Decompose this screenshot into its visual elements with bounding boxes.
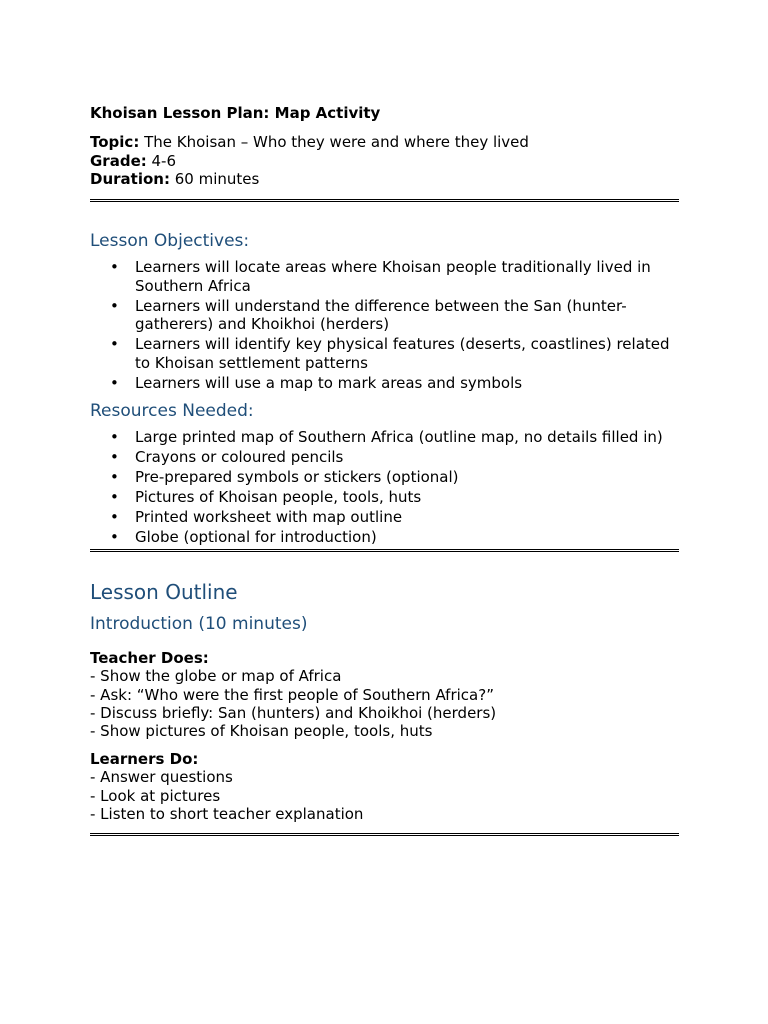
list-item-text: Globe (optional for introduction) <box>135 528 377 547</box>
list-item-text: Learners will locate areas where Khoisan people traditionally lived in Southern Africa <box>135 258 651 295</box>
list-item-text: Large printed map of Southern Africa (outline map, no details filled in) <box>135 428 663 446</box>
grade-label: Grade: <box>90 151 147 170</box>
list-item-text: Pre-prepared symbols or stickers (optional) <box>135 468 459 487</box>
duration-line <box>90 170 529 189</box>
list-item-text: Pictures of Khoisan people, tools, huts <box>135 488 422 507</box>
lesson-meta <box>90 133 529 189</box>
bullet: • <box>110 448 119 467</box>
bullet: • <box>110 528 119 547</box>
bullet: • <box>110 373 119 392</box>
list-item <box>90 508 680 527</box>
topic-label: Topic: <box>90 133 140 151</box>
teacher-item: - Show pictures of Khoisan people, tools, huts <box>90 722 433 741</box>
list-item <box>90 428 680 447</box>
bullet: • <box>110 508 119 527</box>
document-title: Khoisan Lesson Plan: Map Activity <box>90 104 381 122</box>
bullet: • <box>110 296 119 315</box>
objectives-heading: Lesson Objectives: <box>90 231 250 251</box>
learner-item: - Listen to short teacher explanation <box>90 804 364 823</box>
teacher-does-block <box>90 649 496 740</box>
grade-line <box>90 152 529 171</box>
objectives-list <box>90 258 680 394</box>
duration-value: 60 minutes <box>169 170 260 188</box>
bullet: • <box>110 428 119 446</box>
learner-item: - Look at pictures <box>90 786 221 805</box>
teacher-item: - Ask: “Who were the first people of Southern Africa?” <box>90 685 494 704</box>
learners-do-block <box>90 750 363 823</box>
list-item-text: Learners will identify key physical features (deserts, coastlines) related to Khoisan settlement patterns <box>135 335 670 372</box>
bullet: • <box>110 468 119 487</box>
section-divider <box>90 199 679 202</box>
list-item <box>90 528 680 547</box>
list-item-text: Crayons or coloured pencils <box>135 448 344 467</box>
list-item <box>90 488 680 507</box>
duration-label: Duration: <box>90 170 170 188</box>
list-item-text: Printed worksheet with map outline <box>135 508 403 527</box>
learner-item: - Answer questions <box>90 768 233 787</box>
bullet: • <box>110 258 119 276</box>
teacher-item: - Show the globe or map of Africa <box>90 667 342 686</box>
list-item <box>90 335 680 372</box>
grade-value: 4-6 <box>146 151 177 170</box>
topic-line <box>90 133 529 152</box>
teacher-does-label: Teacher Does: <box>90 649 209 667</box>
resources-list <box>90 428 680 549</box>
list-item-text: Learners will use a map to mark areas and symbols <box>135 373 523 392</box>
list-item <box>90 468 680 487</box>
learners-do-label: Learners Do: <box>90 750 199 768</box>
teacher-item: - Discuss briefly: San (hunters) and Khoikhoi (herders) <box>90 703 497 722</box>
list-item <box>90 448 680 467</box>
section-divider <box>90 549 679 552</box>
list-item-text: Learners will understand the difference between the San (hunter-gatherers) and Khoikhoi (herders) <box>135 296 627 334</box>
list-item <box>90 374 680 393</box>
bullet: • <box>110 488 119 507</box>
section-divider <box>90 833 679 836</box>
topic-value: The Khoisan – Who they were and where they lived <box>139 133 529 151</box>
list-item <box>90 297 680 334</box>
intro-heading: Introduction (10 minutes) <box>90 614 308 634</box>
list-item <box>90 258 680 295</box>
resources-heading: Resources Needed: <box>90 401 254 421</box>
bullet: • <box>110 335 119 354</box>
outline-heading: Lesson Outline <box>90 580 238 604</box>
